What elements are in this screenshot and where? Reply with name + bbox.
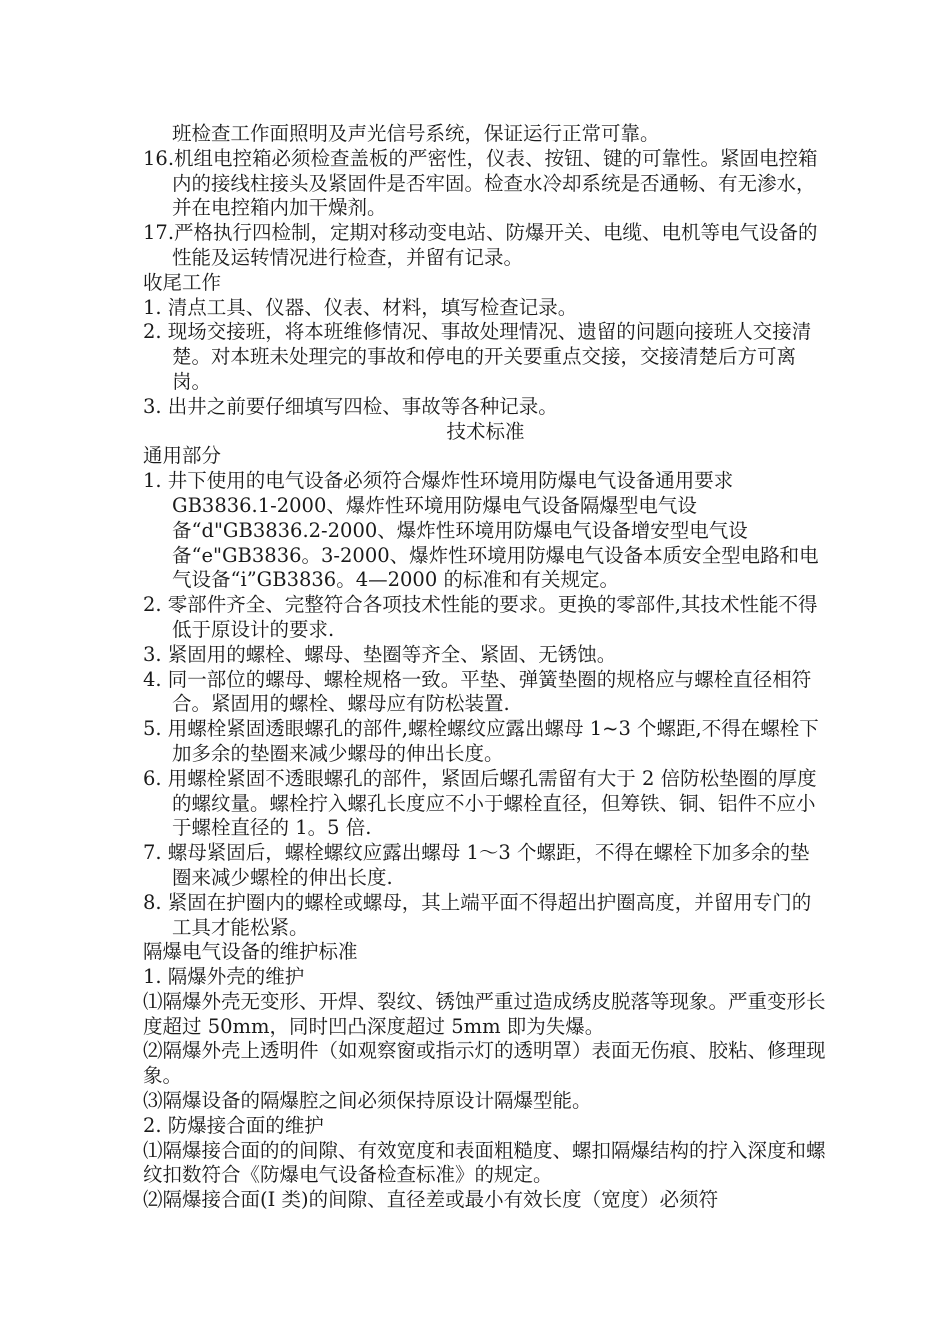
explosion-item-2: 2. 防爆接合面的维护: [143, 1113, 324, 1137]
ending-item-2: 2. 现场交接班，将本班维修情况、事故处理情况、遗留的问题向接班人交接清楚。对本班未处理完的事故和停电的开关要重点交接，交接清楚后方可离岗。: [143, 320, 812, 393]
general-item-3: 3. 紧固用的螺栓、螺母、垫圈等齐全、紧固、无锈蚀。: [143, 642, 617, 666]
explosion-item-1b: ⑵隔爆外壳上透明件（如观察窗或指示灯的透明罩）表面无伤痕、胶粘、修理现象。: [143, 1039, 826, 1088]
general-item-6: 6. 用螺栓紧固不透眼螺孔的部件，紧固后螺孔需留有大于 2 倍防松垫圈的厚度的螺纹量。螺栓拧入螺孔长度应不小于螺栓直径，但筹铁、铜、铝件不应小于螺栓直径的 1。5 倍.: [143, 766, 817, 840]
document-page: [143, 122, 828, 1213]
general-item-7: 7. 螺母紧固后，螺栓螺纹应露出螺母 1～3 个螺距，不得在螺栓下加多余的垫圈来减少螺栓的伸出长度.: [143, 841, 810, 889]
general-item-5: 5. 用螺栓紧固透眼螺孔的部件,螺栓螺纹应露出螺母 1~3 个螺距,不得在螺栓下加多余的垫圈来减少螺母的伸出长度。: [143, 717, 819, 765]
item-15-continuation: 班检查工作面照明及声光信号系统，保证运行正常可靠。: [172, 122, 660, 145]
section-heading-ending-work: 收尾工作: [143, 270, 222, 294]
explosion-item-2b: ⑵隔爆接合面(I 类)的间隙、直径差或最小有效长度（宽度）必须符: [143, 1188, 719, 1212]
explosion-item-1a: ⑴隔爆外壳无变形、开焊、裂纹、锈蚀严重过造成绣皮脱落等现象。严重变形长度超过 50mm，同时凹凸深度超过 5mm 即为失爆。: [143, 989, 826, 1038]
general-item-8: 8. 紧固在护圈内的螺栓或螺母，其上端平面不得超出护圈高度，并留用专门的工具才能松紧。: [143, 890, 812, 939]
item-16: 16.机组电控箱必须检查盖板的严密性，仪表、按钮、键的可靠性。紧固电控箱内的接线柱接头及紧固件是否牢固。检查水冷却系统是否通畅、有无渗水，并在电控箱内加干燥剂。: [143, 146, 818, 220]
general-item-2: 2. 零部件齐全、完整符合各项技术性能的要求。更换的零部件,其技术性能不得低于原设计的要求.: [143, 593, 818, 641]
section-heading-explosion-proof: 隔爆电气设备的维护标准: [143, 940, 358, 964]
section-heading-general: 通用部分: [143, 444, 222, 468]
general-item-4: 4. 同一部位的螺母、螺栓规格一致。平垫、弹簧垫圈的规格应与螺栓直径相符合。紧固用的螺栓、螺母应有防松装置.: [143, 667, 812, 716]
general-item-1: 1. 井下使用的电气设备必须符合爆炸性环境用防爆电气设备通用要求 GB3836.1-2000、爆炸性环境用防爆电气设备隔爆型电气设备“d"GB3836.2-2000、爆炸性环境用防爆电气设备增安型电气设备“e"GB3836。3-2000、爆炸性环境用防爆电气设备本质安全型电路和电气设备“i”GB3836。4—2000 的标准和有关规定。: [143, 469, 819, 592]
ending-item-1: 1. 清点工具、仪器、仪表、材料，填写检查记录。: [143, 295, 578, 319]
item-17: 17.严格执行四检制，定期对移动变电站、防爆开关、电缆、电机等电气设备的性能及运转情况进行检查，并留有记录。: [143, 221, 818, 269]
ending-item-3: 3. 出井之前要仔细填写四检、事故等各种记录。: [143, 394, 558, 418]
explosion-item-1c: ⑶隔爆设备的隔爆腔之间必须保持原设计隔爆型能。: [143, 1089, 592, 1113]
technical-standard-title: 技术标准: [446, 419, 525, 443]
explosion-item-1: 1. 隔爆外壳的维护: [143, 965, 305, 989]
explosion-item-2a: ⑴隔爆接合面的的间隙、有效宽度和表面粗糙度、螺扣隔爆结构的拧入深度和螺纹扣数符合《防爆电气设备检查标准》的规定。: [143, 1138, 826, 1187]
